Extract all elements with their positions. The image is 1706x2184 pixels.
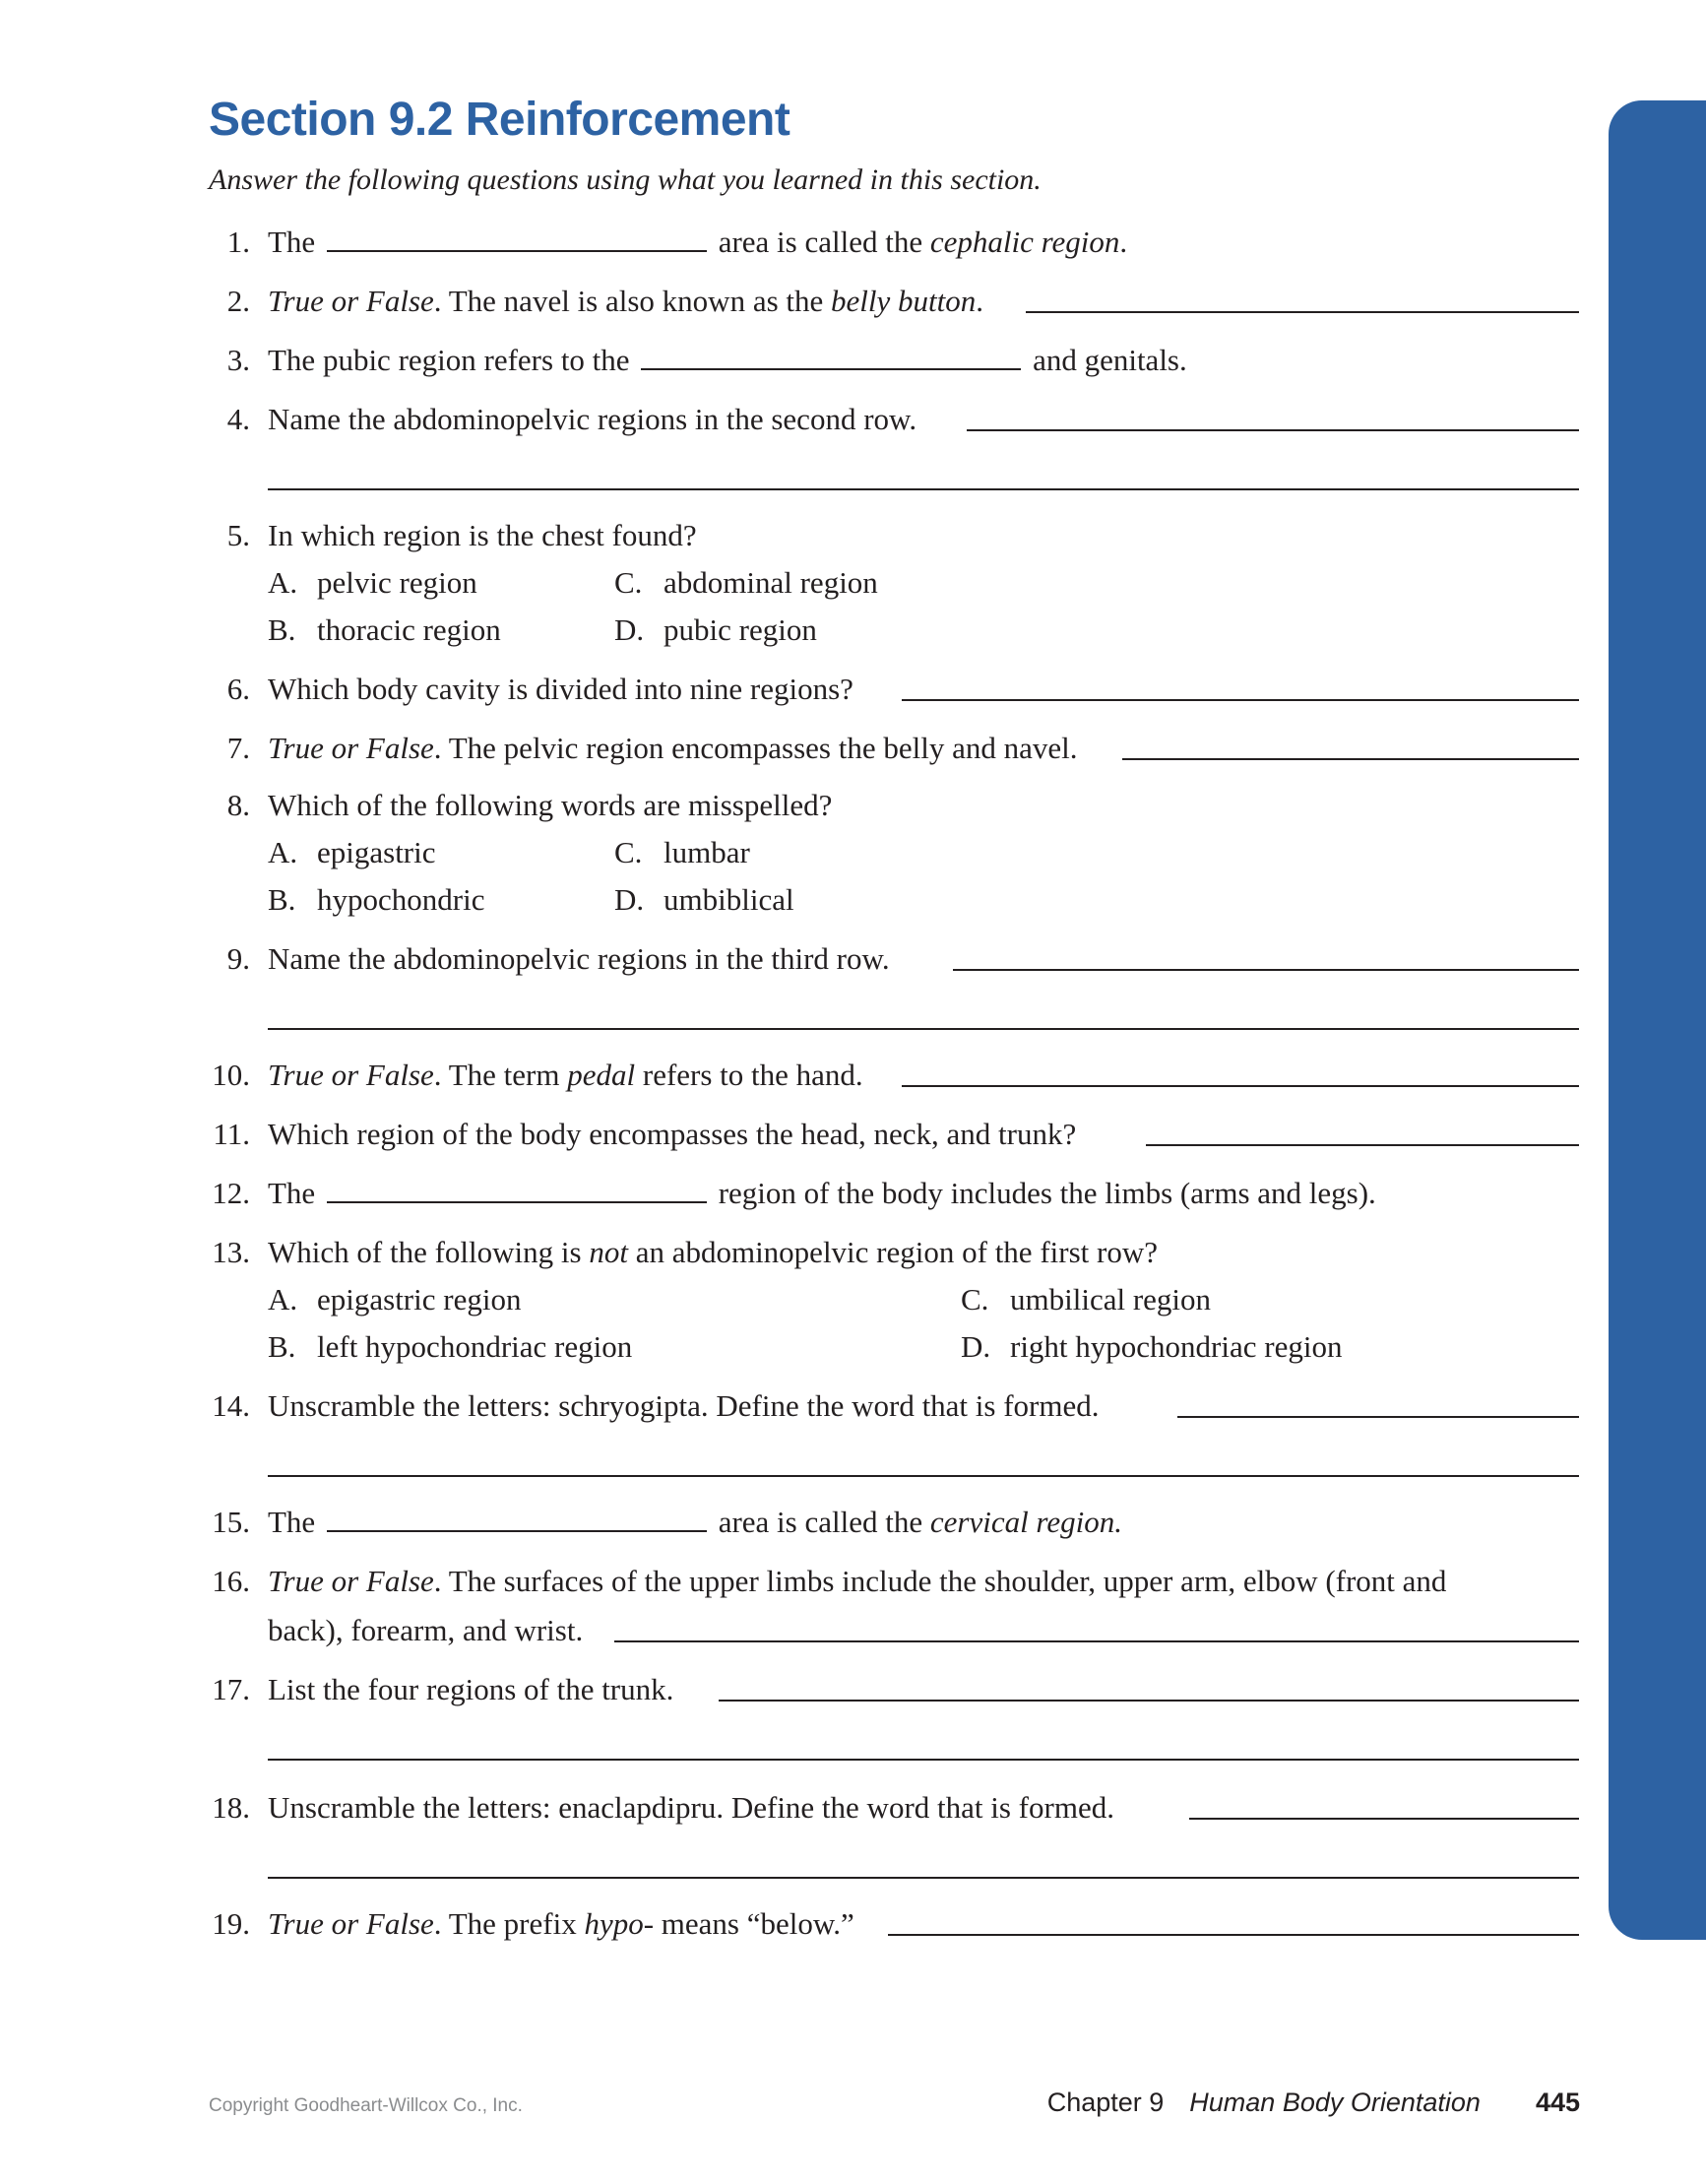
- book-title: Human Body Orientation: [1189, 2088, 1481, 2117]
- answer-blank[interactable]: [327, 1503, 707, 1532]
- page-number: 445: [1535, 2088, 1580, 2117]
- option-d[interactable]: D. umbiblical: [614, 882, 794, 917]
- question-number: 11.: [213, 1117, 250, 1151]
- question-number: 10.: [212, 1058, 250, 1092]
- answer-line[interactable]: [268, 1877, 1579, 1879]
- option-b[interactable]: B. thoracic region: [268, 612, 501, 647]
- answer-line[interactable]: [1146, 1144, 1579, 1146]
- answer-line[interactable]: [268, 1028, 1579, 1030]
- question-number: 3.: [226, 343, 250, 377]
- answer-blank[interactable]: [327, 1174, 707, 1203]
- option-b[interactable]: B. hypochondric: [268, 882, 485, 917]
- answer-line[interactable]: [1026, 311, 1579, 313]
- answer-line[interactable]: [902, 699, 1579, 701]
- question-number: 16.: [212, 1564, 250, 1598]
- option-a[interactable]: A. epigastric: [268, 835, 436, 869]
- answer-line[interactable]: [888, 1934, 1579, 1936]
- instructions: Answer the following questions using what you learned in this section.: [209, 163, 1042, 196]
- question-number: 13.: [212, 1235, 250, 1269]
- section-title: Section 9.2 Reinforcement: [209, 94, 790, 146]
- question-number: 4.: [226, 402, 250, 436]
- option-a[interactable]: A. epigastric region: [268, 1282, 522, 1317]
- answer-line[interactable]: [967, 429, 1579, 431]
- answer-line[interactable]: [719, 1700, 1579, 1702]
- question-number: 1.: [226, 225, 250, 259]
- question-number: 5.: [226, 518, 250, 552]
- answer-line[interactable]: [268, 1475, 1579, 1477]
- question-number: 2.: [226, 284, 250, 318]
- answer-line[interactable]: [902, 1085, 1579, 1087]
- question-number: 6.: [226, 672, 250, 706]
- question-number: 7.: [226, 731, 250, 765]
- chapter-label: Chapter 9: [1046, 2088, 1165, 2117]
- answer-blank[interactable]: [641, 341, 1021, 370]
- answer-line[interactable]: [1122, 758, 1579, 760]
- question-number: 9.: [226, 941, 250, 976]
- option-a[interactable]: A. pelvic region: [268, 565, 477, 600]
- answer-line[interactable]: [268, 488, 1579, 490]
- answer-line[interactable]: [268, 1759, 1579, 1761]
- chapter-tab: [1609, 100, 1706, 1940]
- option-c[interactable]: C. lumbar: [614, 835, 750, 869]
- page-footer: [1047, 2088, 1580, 2118]
- option-d[interactable]: D. pubic region: [614, 612, 817, 647]
- option-b[interactable]: B. left hypochondriac region: [268, 1329, 633, 1364]
- answer-blank[interactable]: [327, 223, 707, 252]
- option-c[interactable]: C. abdominal region: [614, 565, 878, 600]
- copyright: Copyright Goodheart-Willcox Co., Inc.: [209, 2095, 523, 2116]
- question-number: 14.: [212, 1388, 250, 1423]
- answer-line[interactable]: [1177, 1416, 1579, 1418]
- question-number: 15.: [212, 1505, 250, 1539]
- answer-line[interactable]: [614, 1640, 1579, 1642]
- question-number: 18.: [212, 1790, 250, 1825]
- option-c[interactable]: C. umbilical region: [961, 1282, 1212, 1317]
- answer-line[interactable]: [953, 969, 1579, 971]
- option-d[interactable]: D. right hypochondriac region: [961, 1329, 1343, 1364]
- answer-line[interactable]: [1189, 1818, 1579, 1820]
- question-number: 19.: [212, 1906, 250, 1941]
- question-number: 17.: [212, 1672, 250, 1706]
- question-number: 12.: [212, 1176, 250, 1210]
- question-number: 8.: [226, 788, 250, 822]
